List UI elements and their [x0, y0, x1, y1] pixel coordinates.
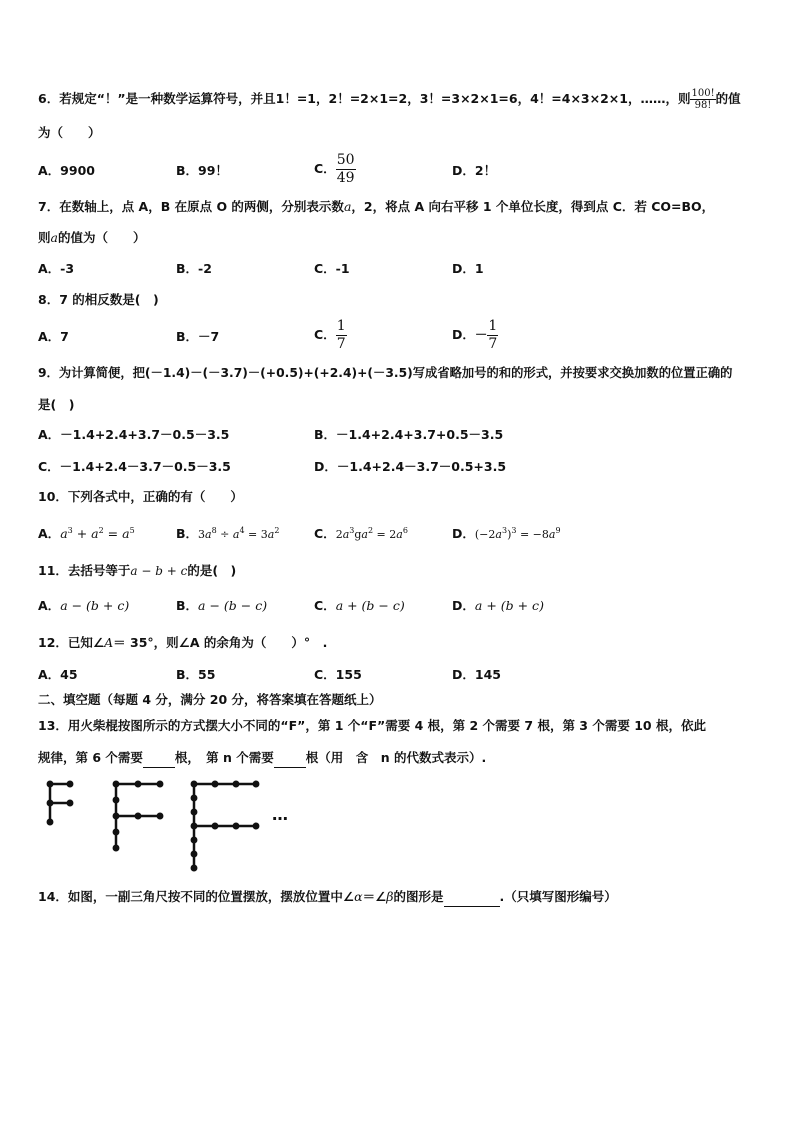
q11-option-d-label: D．: [452, 598, 475, 613]
q11-option-c: [314, 597, 405, 615]
q6-text: 6．若规定“！”是一种数学运算符号，并且1！=1，2！=2×1=2，3！=3×2×1=6，4！=4×3×2×1，……，则: [38, 91, 691, 106]
q9-line2: 是( ): [38, 397, 75, 412]
q11-option-d-expr: a + (b + c): [474, 598, 544, 613]
q14-eq: ＝∠: [362, 889, 387, 904]
q13-line2: [38, 749, 486, 768]
q10-option-d: [452, 525, 561, 544]
q9-line1: 9．为计算简便，把(－1.4)－(－3.7)－(+0.5)+(+2.4)+(－3.5)写成省略加号的和的形式，并按要求交换加数的位置正确的: [38, 366, 733, 380]
f-figure-ellipsis: …: [272, 805, 288, 824]
q7-option-a: A．-3: [38, 261, 75, 276]
q8-option-b: B．－7: [176, 329, 220, 344]
q10-option-b: [176, 525, 279, 544]
q10-option-d-expr: $(-2a^3)^3 = -8a^9$: [474, 526, 561, 541]
q11-option-a: [38, 597, 129, 615]
q8-optd-num: 1: [488, 318, 498, 334]
q7-option-d: D．1: [452, 261, 484, 276]
f-figure-2: [114, 782, 162, 850]
q7-option-c: C．-1: [314, 261, 350, 276]
q6-option-c: [314, 152, 356, 187]
q11-option-a-label: A．: [38, 598, 61, 613]
q10-option-c-label: C．: [314, 526, 336, 541]
q10-option-a: [38, 525, 135, 543]
q7-var-a: a: [343, 199, 352, 214]
q11-option-b-expr: a − (b − c): [198, 598, 268, 613]
q12-text-b: ＝ 35°，则∠A 的余角为（ ）° .: [113, 635, 328, 650]
q6-option-d: D．2！: [452, 163, 497, 178]
q7-line1: [38, 198, 714, 216]
q8-option-d-fraction: [487, 318, 498, 353]
q14-answer-blank[interactable]: [444, 888, 500, 907]
q7-line2-text-a: 则: [38, 230, 51, 245]
q9-option-d: D．－1.4+2.4－3.7－0.5+3.5: [314, 459, 507, 474]
q8-optd-den: 7: [488, 336, 498, 352]
q12-option-c: C．155: [314, 667, 362, 682]
q7-line2-var: a: [50, 230, 58, 245]
q14-text-a: 14．如图，一副三角尺按不同的位置摆放，摆放位置中∠: [38, 889, 355, 904]
q14-text-c: .（只填写图形编号）: [499, 889, 617, 904]
q13-answer-blank-1[interactable]: [143, 749, 175, 768]
q13-line1: 13．用火柴棍按图所示的方式摆大小不同的“F”，第 1 个“F”需要 4 根，第 2 个需要 7 根，第 3 个需要 10 根，依此: [38, 718, 706, 733]
q8-option-a: A．7: [38, 329, 69, 344]
q7-line2-text-b: 的值为（ ）: [57, 230, 146, 245]
q12-text-a: 12．已知∠: [38, 635, 105, 650]
q11-expr: a − b + c: [130, 564, 188, 578]
q6-text-end: 的值: [715, 91, 741, 106]
q8-option-c: [314, 318, 347, 353]
q9-option-a: A．－1.4+2.4+3.7－0.5－3.5: [38, 427, 230, 442]
q13-text-b: 根， 第 n 个需要: [174, 750, 274, 765]
q14-text-b: 的图形是: [393, 889, 444, 904]
q11-option-b-label: B．: [176, 598, 199, 613]
q6-line2: 为（ ）: [38, 125, 101, 140]
q14-beta: β: [386, 889, 394, 904]
q13-answer-blank-2[interactable]: [274, 749, 306, 768]
q11-option-a-expr: a − (b + c): [60, 598, 130, 613]
q11-option-d: [452, 597, 544, 615]
q6-frac-den: 98!: [694, 100, 712, 111]
q7-line2: [38, 229, 145, 247]
q8-optc-num: 1: [336, 318, 346, 334]
f-figure-3: [192, 782, 258, 870]
q14-line1: [38, 888, 617, 907]
q10-option-c: [314, 525, 408, 544]
section2-title: 二、填空题（每题 4 分，满分 20 分，将答案填在答题纸上）: [38, 692, 382, 707]
q10-line1: 10．下列各式中，正确的有（ ）: [38, 489, 243, 504]
q10-option-c-expr: $2a^3ga^2 = 2a^6$: [335, 526, 408, 541]
q6-fraction: [690, 88, 715, 111]
q10-option-a-expr: $a^3 + a^2 = a^5$: [60, 526, 135, 541]
q6-frac-num: 100!: [691, 88, 715, 99]
q11-option-c-expr: a + (b − c): [335, 598, 405, 613]
q10-option-b-label: B．: [176, 526, 199, 541]
q6-option-c-label: C．: [314, 161, 336, 176]
q6-optc-den: 49: [336, 170, 355, 186]
q11-option-b: [176, 597, 267, 615]
q10-option-d-label: D．: [452, 526, 475, 541]
q13-text-c: 根（用 含 n 的代数式表示）.: [305, 750, 487, 765]
q7-text-b: ，2，将点 A 向右平移 1 个单位长度，得到点 C．若 CO=BO，: [351, 199, 715, 214]
q12-option-d: D．145: [452, 667, 501, 682]
q8-optc-den: 7: [336, 336, 346, 352]
q9-option-c: C．－1.4+2.4－3.7－0.5－3.5: [38, 459, 231, 474]
q7-text-a: 7．在数轴上，点 A，B 在原点 O 的两侧，分别表示数: [38, 199, 344, 214]
q7-option-b: B．-2: [176, 261, 212, 276]
q6-option-c-fraction: [336, 152, 356, 187]
q6-option-a: A．9900: [38, 163, 95, 178]
q10-option-a-label: A．: [38, 526, 61, 541]
q6-option-b: B．99！: [176, 163, 228, 178]
q11-text-b: 的是( ): [187, 563, 237, 578]
q8-option-c-fraction: [336, 318, 347, 353]
q10-option-b-expr: $3a^8 \div a^4 = 3a^2$: [198, 526, 280, 541]
q11-line1: [38, 562, 236, 580]
q11-option-c-label: C．: [314, 598, 336, 613]
q14-alpha: α: [354, 889, 363, 904]
f-matchstick-figure: [40, 776, 300, 876]
f-figure-1: [48, 782, 72, 824]
q8-option-c-label: C．: [314, 327, 336, 342]
q12-var: A: [104, 635, 114, 650]
q12-option-a: A．45: [38, 667, 78, 682]
q6-line1: [38, 88, 741, 111]
q11-text-a: 11．去括号等于: [38, 563, 131, 578]
q9-option-b: B．－1.4+2.4+3.7+0.5－3.5: [314, 427, 504, 442]
q8-option-d: [452, 318, 498, 353]
q12-option-b: B．55: [176, 667, 216, 682]
q8-option-d-label: D．－: [452, 327, 488, 342]
q6-optc-num: 50: [336, 152, 355, 168]
q13-text-a: 规律，第 6 个需要: [38, 750, 143, 765]
q8-line1: 8．7 的相反数是( ): [38, 292, 159, 307]
q12-line1: [38, 634, 327, 652]
